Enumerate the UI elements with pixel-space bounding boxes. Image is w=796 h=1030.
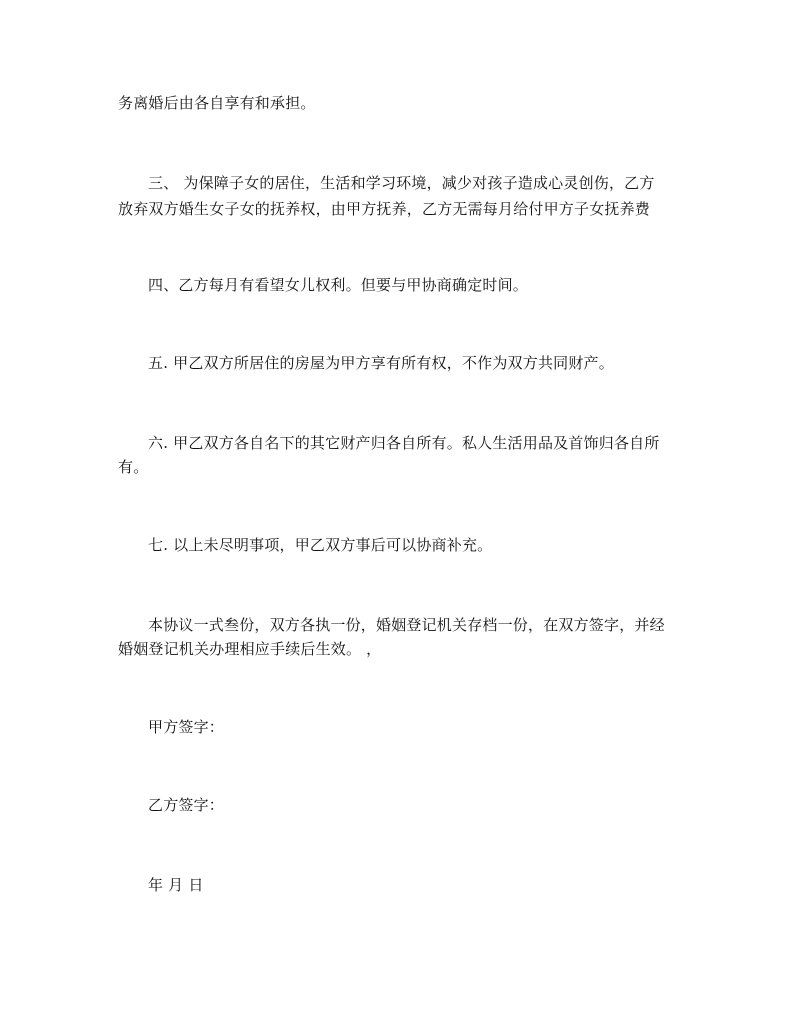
clause-7: 七. 以上未尽明事项，甲乙双方事后可以协商补充。	[148, 536, 493, 554]
clause-3-line-1: 三、 为保障子女的居住，生活和学习环境，减少对孩子造成心灵创伤，乙方	[148, 174, 655, 192]
party-b-signature-label: 乙方签字：	[148, 796, 225, 814]
clause-6-line-1: 六. 甲乙双方各自名下的其它财产归各自所有。私人生活用品及首饰归各自所	[148, 434, 660, 452]
date-label: 年 月 日	[148, 876, 204, 894]
clause-3-line-2: 放弃双方婚生女子女的抚养权，由甲方抚养，乙方无需每月给付甲方子女抚养费	[118, 200, 651, 218]
clause-6-line-2: 有。	[118, 458, 149, 476]
clause-5: 五. 甲乙双方所居住的房屋为甲方享有所有权，不作为双方共同财产。	[148, 354, 614, 372]
party-a-signature-label: 甲方签字：	[148, 718, 225, 736]
clause-4: 四、乙方每月有看望女儿权利。但要与甲协商确定时间。	[148, 276, 529, 294]
paragraph-2-tail: 务离婚后由各自享有和承担。	[118, 94, 316, 112]
agreement-copies-line-2: 婚姻登记机关办理相应手续后生效。 ，	[118, 640, 382, 658]
agreement-copies-line-1: 本协议一式叁份，双方各执一份，婚姻登记机关存档一份，在双方签字，并经	[148, 616, 665, 634]
